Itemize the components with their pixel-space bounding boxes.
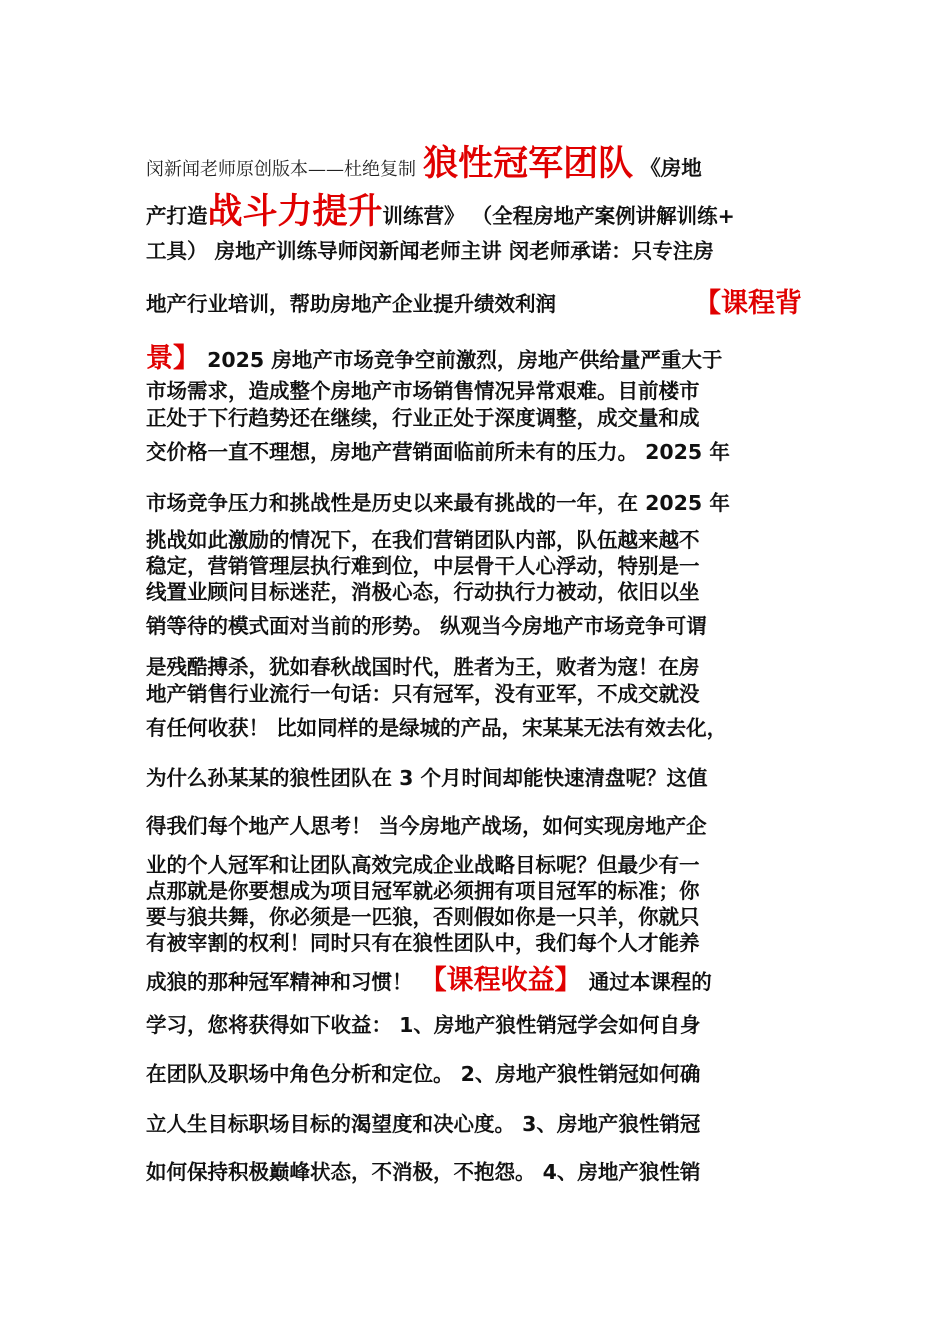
paragraph-line: 有被宰割的权利！同时只有在狼性团队中，我们每个人才能养 — [146, 931, 700, 955]
heading-course-benefits: 【课程收益】 — [419, 965, 582, 996]
title-part-open: 《房地 — [640, 156, 702, 180]
paragraph-line: 得我们每个地产人思考！ 当今房地产战场，如何实现房地产企 — [146, 814, 707, 838]
paragraph-line: 地产销售行业流行一句话：只有冠军，没有亚军，不成交就没 — [146, 682, 700, 706]
paragraph-line: 在团队及职场中角色分析和定位。 2、房地产狼性销冠如何确 — [146, 1062, 701, 1086]
paragraph-line — [146, 958, 818, 997]
paragraph-line: 业的个人冠军和让团队高效完成企业战略目标呢？但最少有一 — [146, 853, 700, 877]
paragraph-line: 如何保持积极巅峰状态，不消极，不抱怨。 4、房地产狼性销 — [146, 1160, 701, 1184]
paragraph-line: 市场竞争压力和挑战性是历史以来最有挑战的一年，在 2025 年 — [146, 491, 730, 515]
title-part-line2-a: 产打造 — [146, 204, 208, 228]
paragraph-line: 交价格一直不理想，房地产营销面临前所未有的压力。 2025 年 — [146, 440, 730, 464]
heading-course-background: 【课程背 — [694, 288, 802, 319]
paragraph-line: 是残酷搏杀，犹如春秋战国时代，胜者为王，败者为寇！在房 — [146, 655, 700, 679]
paragraph-line: 市场需求，造成整个房地产市场销售情况异常艰难。目前楼市 — [146, 379, 700, 403]
credit-text: 闵新闻老师原创版本——杜绝复制 — [146, 159, 416, 180]
paragraph-line: 稳定，营销管理层执行难到位，中层骨干人心浮动，特别是一 — [146, 554, 700, 578]
paragraph-line: 学习，您将获得如下收益： 1、房地产狼性销冠学会如何自身 — [146, 1013, 701, 1037]
course-subtitle: 战斗力提升 — [207, 192, 383, 232]
paragraph-text: 地产行业培训，帮助房地产企业提升绩效利润 — [146, 292, 556, 316]
paragraph-line — [146, 336, 818, 375]
paragraph-line: 要与狼共舞，你必须是一匹狼，否则假如你是一只羊，你就只 — [146, 905, 700, 929]
paragraph-text: 成狼的那种冠军精神和习惯！ — [146, 970, 420, 994]
paragraph-line: 正处于下行趋势还在继续，行业正处于深度调整，成交量和成 — [146, 406, 700, 430]
paragraph-line: 挑战如此激励的情况下，在我们营销团队内部，队伍越来越不 — [146, 528, 700, 552]
paragraph-line — [146, 287, 818, 317]
paragraph-line: 立人生目标职场目标的渴望度和决心度。 3、房地产狼性销冠 — [146, 1112, 701, 1136]
heading-course-background-end: 景】 — [146, 343, 200, 374]
course-title: 狼性冠军团队 — [423, 144, 634, 184]
title-line-2 — [146, 184, 818, 234]
paragraph-text: 2025 房地产市场竞争空前激烈，房地产供给量严重大于 — [200, 348, 723, 372]
title-part-line2-b: 训练营》 （全程房地产案例讲解训练+ — [382, 204, 735, 228]
title-line-1 — [146, 136, 818, 186]
paragraph-line: 销等待的模式面对当前的形势。 纵观当今房地产市场竞争可谓 — [146, 614, 707, 638]
paragraph-line: 线置业顾问目标迷茫，消极心态，行动执行力被动，依旧以坐 — [146, 580, 700, 604]
paragraph-line: 工具） 房地产训练导师闵新闻老师主讲 闵老师承诺：只专注房 — [146, 239, 714, 263]
paragraph-line: 点那就是你要想成为项目冠军就必须拥有项目冠军的标准；你 — [146, 879, 700, 903]
paragraph-line: 为什么孙某某的狼性团队在 3 个月时间却能快速清盘呢？这值 — [146, 766, 708, 790]
paragraph-text: 通过本课程的 — [581, 970, 712, 994]
paragraph-line: 有任何收获！ 比如同样的是绿城的产品，宋某某无法有效去化， — [146, 716, 728, 740]
